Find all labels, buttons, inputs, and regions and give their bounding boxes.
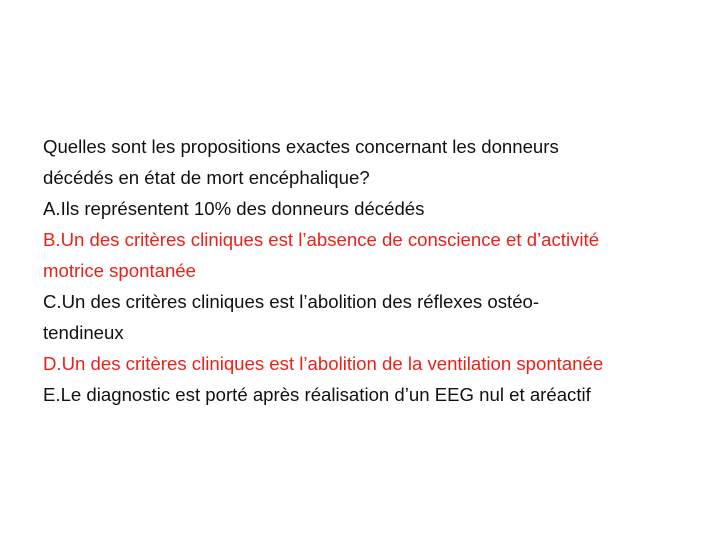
option-c-line: C.Un des critères cliniques est l’abolition des réflexes ostéo- [43, 291, 540, 312]
option-b [43, 224, 715, 286]
option-b-line: B.Un des critères cliniques est l’absence de conscience et d’activité [43, 229, 600, 250]
question-text [43, 131, 715, 193]
option-e-line: E.Le diagnostic est porté après réalisation d’un EEG nul et aréactif [43, 384, 591, 405]
option-e [43, 379, 715, 410]
option-d-line: D.Un des critères cliniques est l’abolition de la ventilation spontanée [43, 353, 604, 374]
question-line: Quelles sont les propositions exactes concernant les donneurs [43, 136, 559, 157]
option-a-line: A.Ils représentent 10% des donneurs décédés [43, 198, 425, 219]
question-line: décédés en état de mort encéphalique? [43, 167, 370, 188]
option-c-line: tendineux [43, 322, 124, 343]
option-b-line: motrice spontanée [43, 260, 196, 281]
option-a [43, 193, 715, 224]
question-block [43, 131, 715, 410]
option-c [43, 286, 715, 348]
option-d [43, 348, 715, 379]
